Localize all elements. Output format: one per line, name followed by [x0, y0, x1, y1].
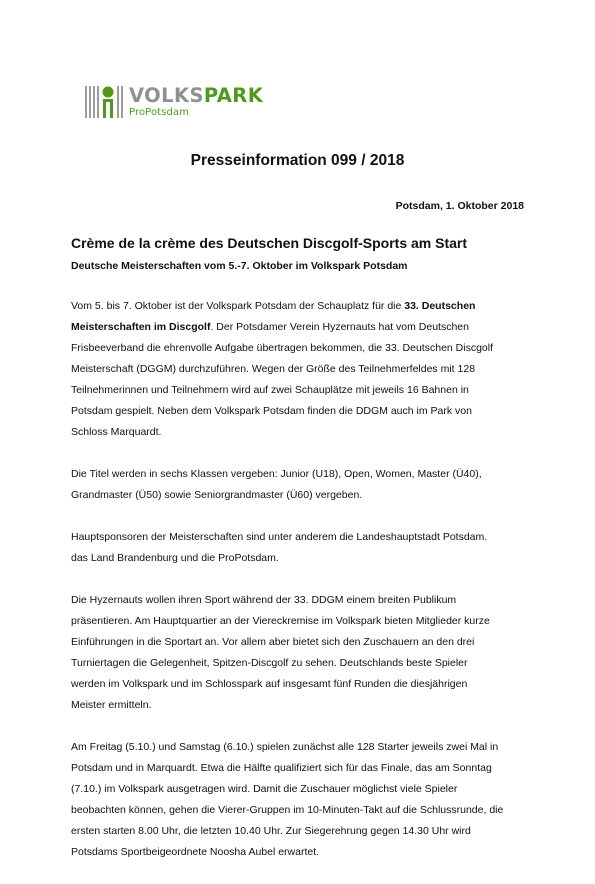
paragraph-1-lead: Vom 5. bis 7. Oktober ist der Volkspark Potsdam der Schauplatz für die: [71, 300, 405, 312]
logo-wordmark: [129, 86, 263, 106]
paragraph-1: [71, 296, 531, 443]
headline: Crème de la crème des Deutschen Discgolf-Sports am Start: [71, 235, 468, 251]
paragraph-1-bold: 33. Deutschen Meisterschaften im Discgolf: [71, 300, 476, 333]
logo-wordmark-volks: VOLKS: [129, 84, 204, 108]
logo-subtitle: ProPotsdam: [129, 106, 190, 118]
paragraph-4: Die Hyzernauts wollen ihren Sport während der 33. DDGM einem breiten Publikum präsentieren. Am Hauptquartier an der Viereckremise im Volkspark bieten Mitglieder kurze Einführungen in die Sportart an. Vor allem aber bietet sich den Zuschauern an den drei Turniertagen die Gelegenheit, Spitzen-Discgolf zu sehen. Deutschlands beste Spieler werden im Volkspark und im Schlosspark auf insgesamt fünf Runden die diesjährigen Meister ermitteln.: [71, 594, 490, 711]
paragraph-5: Am Freitag (5.10.) und Samstag (6.10.) spielen zunächst alle 128 Starter jeweils zwei Mal in Potsdam und in Marquardt. Etwa die Hälfte qualifiziert sich für das Finale, das am Sonntag (7.10.) im Volkspark ausgetragen wird. Damit die Zuschauer möglichst viele Spieler beobachten können, gehen die Vierer-Gruppen im 10-Minuten-Takt auf die Schlussrunde, die ersten starten 8.00 Uhr, die letzten 10.40 Uhr. Zur Siegerehrung gegen 14.30 Uhr wird Potsdams Sportbeigeordnete Noosha Aubel erwartet.: [71, 741, 504, 858]
body-text: [71, 296, 531, 884]
document-title: Presseinformation 099 / 2018: [190, 152, 405, 169]
volkspark-emblem-icon: [84, 84, 126, 120]
subheadline: Deutsche Meisterschaften vom 5.-7. Oktober im Volkspark Potsdam: [71, 260, 408, 272]
paragraph-1-rest: . Der Potsdamer Verein Hyzernauts hat vom Deutschen Frisbeeverband die ehrenvolle Aufgabe übertragen bekommen, die 33. Deutschen Discgolf Meisterschaft (DGGM) durchzuführen. Wegen der Größe des Teilnehmerfeldes mit 128 Teilnehmerinnen und Teilnehmern wird auf zwei Schauplätze mit jeweils 16 Bahnen in Potsdam gespielt. Neben dem Volkspark Potsdam finden die DDGM auch im Park von Schloss Marquardt.: [71, 321, 494, 438]
volkspark-logo: [84, 84, 263, 120]
paragraph-2: Die Titel werden in sechs Klassen vergeben: Junior (U18), Open, Women, Master (Ü40), Grandmaster (Ü50) sowie Seniorgrandmaster (Ü60) vergeben.: [71, 468, 482, 501]
date-line: Potsdam, 1. Oktober 2018: [395, 200, 524, 212]
paragraph-3: Hauptsponsoren der Meisterschaften sind unter anderem die Landeshauptstadt Potsdam. das Land Brandenburg und die ProPotsdam.: [71, 531, 488, 564]
logo-wordmark-park: PARK: [203, 84, 264, 108]
